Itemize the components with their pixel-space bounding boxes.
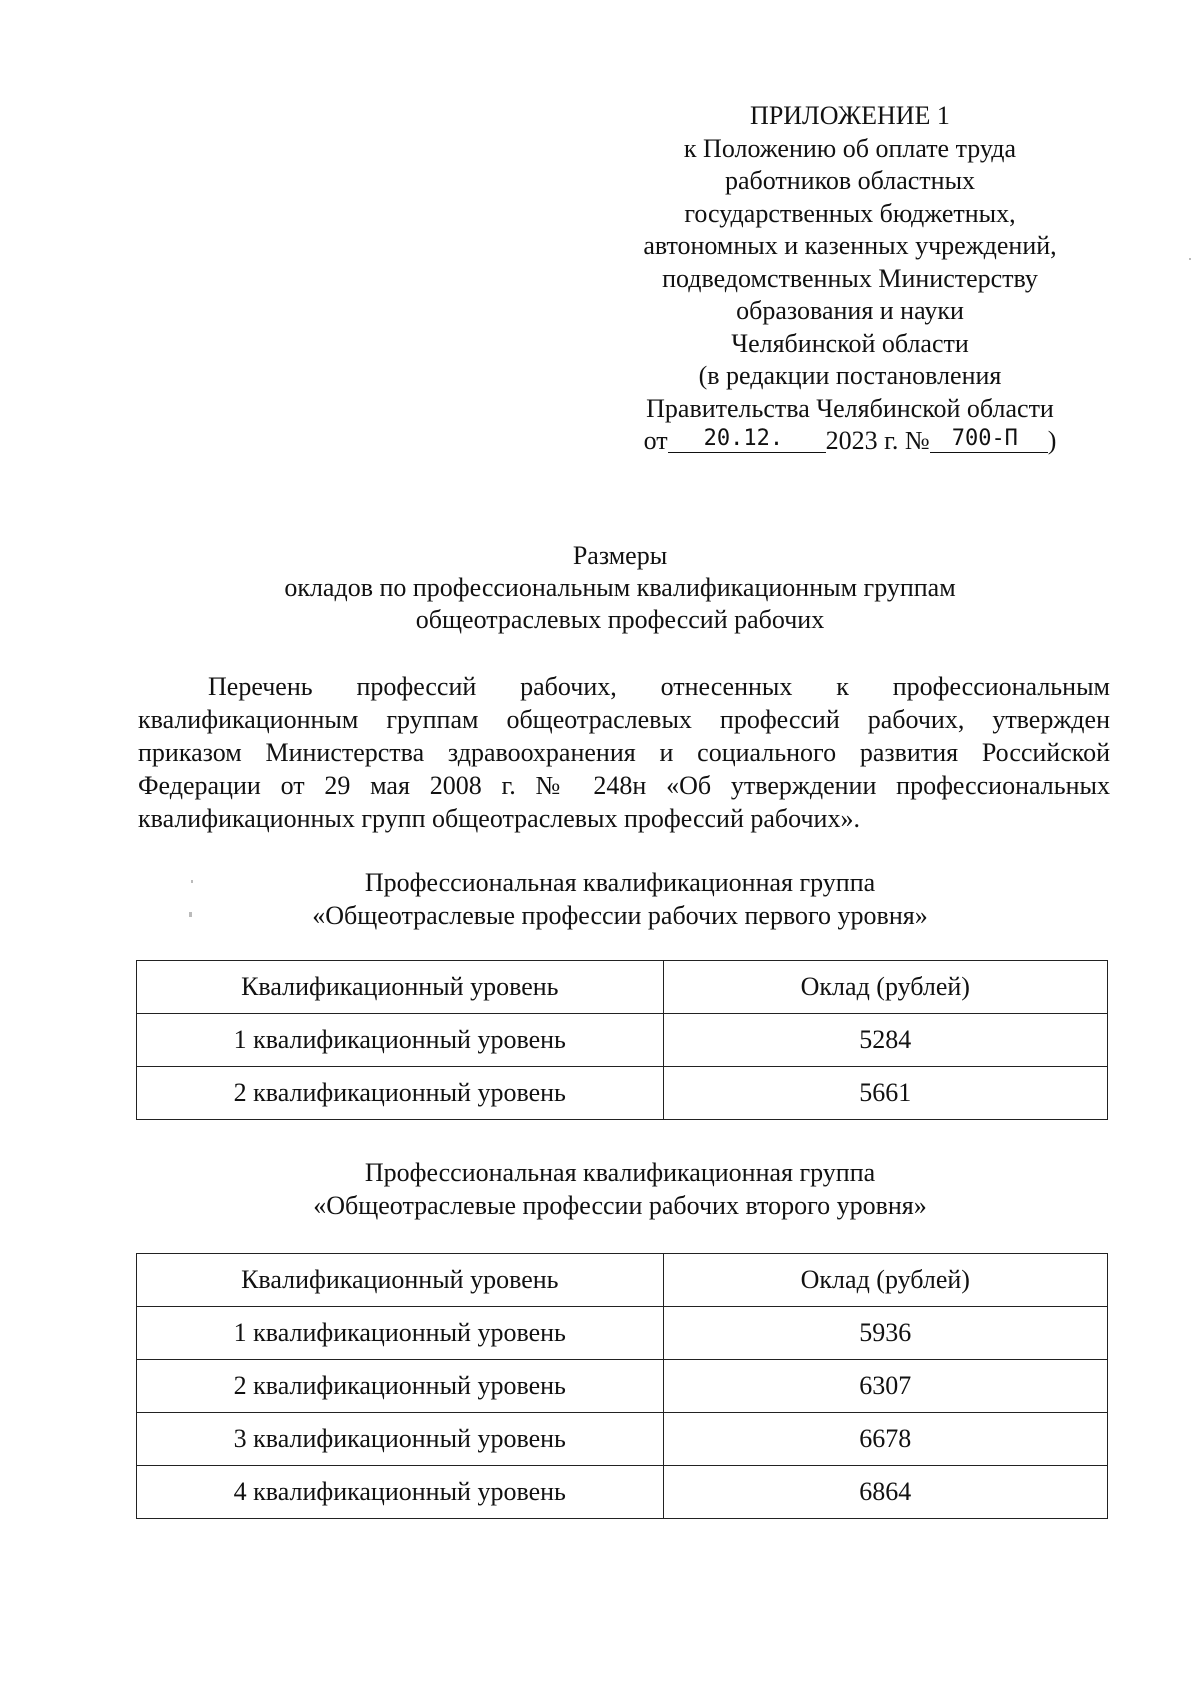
appendix-line: государственных бюджетных, [684, 198, 1016, 228]
salary-cell: 5284 [663, 1014, 1107, 1067]
title-line-2: окладов по профессиональным квалификационным группам [284, 573, 956, 602]
level-cell: 1 квалификационный уровень [137, 1307, 664, 1360]
resolution-number: 700-П [930, 426, 1048, 453]
scan-speck [189, 912, 192, 917]
table-header-row [137, 961, 1108, 1014]
title-line-1: Размеры [572, 541, 668, 570]
group-2-heading [130, 1156, 1110, 1222]
table-row [137, 1067, 1108, 1120]
salary-cell: 6678 [663, 1413, 1107, 1466]
table-row [137, 1360, 1108, 1413]
level-cell: 4 квалификационный уровень [137, 1466, 664, 1519]
intro-paragraph: Перечень профессий рабочих, отнесенных к профессиональным квалификационным группам общеотраслевых профессий рабочих, утвержден приказом Министерства здравоохранения и социального развития Российской Федерации от 29 мая 2008 г. № 248н «Об утверждении профессиональных квалификационных групп общеотраслевых профессий рабочих». [138, 672, 1110, 833]
group-1-heading-line-2: «Общеотраслевые профессии рабочих первого уровня» [312, 901, 928, 930]
ref-suffix: ) [1047, 426, 1057, 455]
level-cell: 2 квалификационный уровень [137, 1067, 664, 1120]
appendix-line: (в редакции постановления [698, 361, 1002, 390]
appendix-line: Челябинской области [731, 328, 969, 358]
appendix-line: работников областных [724, 166, 976, 195]
group-2-salary-table [136, 1253, 1108, 1519]
group-1-heading [130, 866, 1110, 932]
appendix-line: образования и науки [736, 296, 964, 325]
title-line-3: общеотраслевых профессий рабочих [415, 605, 825, 634]
appendix-heading: ПРИЛОЖЕНИЕ 1 [750, 101, 950, 130]
salary-cell: 5661 [663, 1067, 1107, 1120]
ref-year: 2023 г. № [825, 426, 930, 455]
table-row [137, 1413, 1108, 1466]
table-row [137, 1307, 1108, 1360]
salary-cell: 6307 [663, 1360, 1107, 1413]
table-header-row [137, 1254, 1108, 1307]
resolution-date: 20.12. [668, 426, 826, 453]
level-cell: 3 квалификационный уровень [137, 1413, 664, 1466]
group-1-salary-table [136, 960, 1108, 1120]
scan-speck [1189, 258, 1191, 260]
group-1-heading-line-1: Профессиональная квалификационная группа [364, 868, 876, 897]
appendix-line: Правительства Челябинской области [646, 393, 1054, 423]
level-cell: 2 квалификационный уровень [137, 1360, 664, 1413]
appendix-line: автономных и казенных учреждений, [643, 231, 1057, 260]
document-title [130, 540, 1110, 636]
table-row [137, 1014, 1108, 1067]
level-cell: 1 квалификационный уровень [137, 1014, 664, 1067]
column-header-salary: Оклад (рублей) [663, 961, 1107, 1014]
group-2-heading-line-1: Профессиональная квалификационная группа [364, 1158, 876, 1187]
column-header-salary: Оклад (рублей) [663, 1254, 1107, 1307]
table-row [137, 1466, 1108, 1519]
ref-prefix: от [643, 426, 668, 455]
column-header-level: Квалификационный уровень [137, 961, 664, 1014]
salary-cell: 6864 [663, 1466, 1107, 1519]
resolution-reference-line [610, 425, 1090, 458]
appendix-line: подведомственных Министерству [662, 263, 1038, 293]
scan-speck [191, 880, 193, 883]
group-2-heading-line-2: «Общеотраслевые профессии рабочих второго уровня» [313, 1191, 927, 1220]
salary-cell: 5936 [663, 1307, 1107, 1360]
appendix-reference-block [610, 100, 1090, 458]
column-header-level: Квалификационный уровень [137, 1254, 664, 1307]
appendix-line: к Положению об оплате труда [683, 133, 1017, 163]
